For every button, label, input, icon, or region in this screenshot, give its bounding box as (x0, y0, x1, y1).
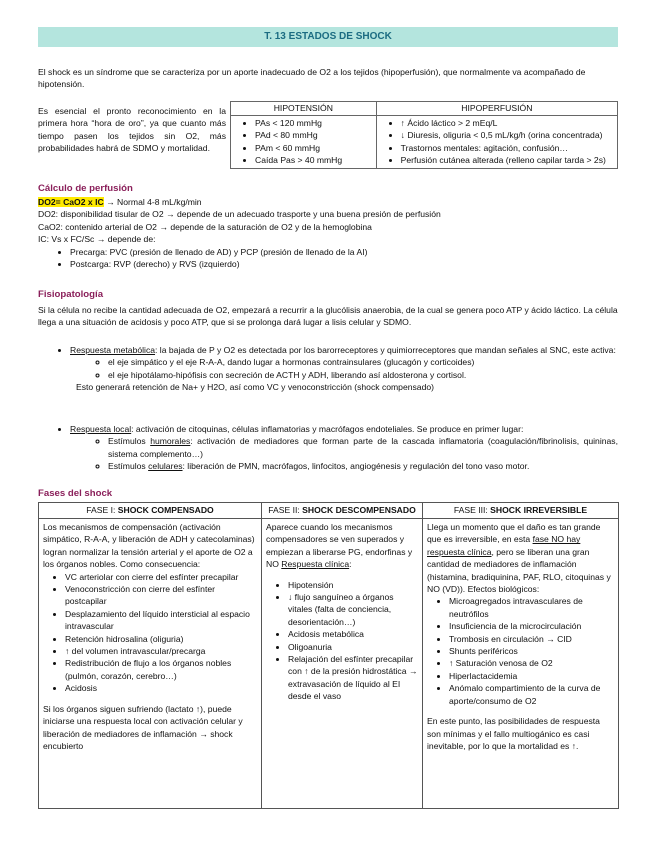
metabolic-response-text: : la bajada de P y O2 es detectada por los barorreceptores y quimiorreceptores que mandan señales al SNC, este activa: (155, 345, 616, 355)
perfusion-formula-highlight: DO2= CaO2 x IC (38, 197, 104, 207)
list-item: • Venoconstricción con cierre del esfínter postcapilar (65, 583, 257, 608)
list-item: • Shunts periféricos (449, 645, 614, 657)
metabolic-response-after: Esto generará retención de Na+ y H2O, así como VC y venoconstricción (shock compensado) (76, 382, 435, 393)
phase-3-name: SHOCK IRREVERSIBLE (490, 505, 588, 515)
perfusion-formula-rest: → Normal 4-8 mL/kg/min (103, 197, 202, 207)
local-response-item (70, 423, 618, 435)
phase-2-cell (262, 519, 423, 809)
list-item (108, 435, 618, 460)
phase-3-intro-end: , pero se liberan una gran cantidad de mediadores de inflamación (histamina, bradiquinina, PAF, RLO, citoquinas y NO (VD)). Efectos biológicos: (427, 546, 611, 595)
list-item: • Redistribución de flujo a los órganos nobles (pulmón, corazón, cerebro…) (65, 657, 257, 682)
list-item: • Trastornos mentales: agitación, confusión… (401, 142, 613, 154)
phase-3-prefix: FASE III: (453, 505, 491, 515)
phase-1-outro: Si los órganos siguen sufriendo (lactato ↑), puede iniciarse una respuesta local con activación celular y liberación de mediadores de inflamación → shock encubierto (43, 703, 243, 751)
hipoperfusion-header: HIPOPERFUSIÓN (376, 102, 617, 116)
local-response-label: Respuesta local (70, 424, 132, 434)
local-response-text: : activación de citoquinas, células inflamatorias y macrófagos endoteliales. Se produce en primer lugar: (131, 424, 524, 434)
list-item: • Acidosis (65, 682, 257, 694)
list-item: • Acidosis metabólica (288, 628, 418, 640)
list-item: • VC arteriolar con cierre del esfínter precapilar (65, 571, 257, 583)
local-response-block (38, 423, 618, 473)
list-item: • Anómalo compartimiento de la curva de aporte/consumo de O2 (449, 682, 614, 707)
hipotension-cell (231, 116, 377, 169)
phase-1-intro: Los mecanismos de compensación (activación simpático, R-A-A, y liberación de ADH y catecolaminas) logran normalizar la tensión arterial y el aporte de O2 a los órganos nobles. Como consecuencia: (43, 522, 255, 570)
phase-1-name: SHOCK COMPENSADO (117, 505, 214, 515)
early-recognition-paragraph: Es esencial el pronto reconocimiento en la primera hora “hora de oro”, ya que cuanto más tiempo pasen los tejidos sin O2, más probabilidades habrá de SDMO y mortalidad. (38, 106, 226, 154)
perfusion-formula-line (38, 196, 618, 208)
ic-line: IC: Vs x FC/Sc → depende de: (38, 234, 156, 245)
list-item: • PAd < 80 mmHg (255, 129, 372, 141)
phase-3-intro-underlined: fase NO hay respuesta clínica (427, 534, 581, 557)
list-item: • Desplazamiento del líquido intersticial al espacio intravascular (65, 608, 257, 633)
list-item: • ↑ Ácido láctico > 2 mEq/L (401, 117, 613, 129)
list-item: • Retención hidrosalina (oliguria) (65, 633, 257, 645)
list-item: • ↓ flujo sanguíneo a órganos vitales (falta de conciencia, desorientación…) (288, 591, 418, 628)
list-item: • Perfusión cutánea alterada (relleno capilar tarda > 2s) (401, 154, 613, 166)
list-item: • Precarga: PVC (presión de llenado de AD) y PCP (presión de llenado de la AI) (70, 246, 618, 258)
phase-3-outro: En este punto, las posibilidades de respuesta son mínimas y el fallo multiogánico es casi inevitable, por lo que la mortalidad es ↑. (427, 716, 600, 751)
phase-3-intro (427, 521, 614, 595)
phase-3-header (423, 503, 619, 519)
list-item: ◦ el eje hipotálamo-hipófisis con secreción de ACTH y ADH, liberando así aldosterona y cortisol. (108, 369, 618, 381)
metabolic-response-label: Respuesta metabólica (70, 345, 156, 355)
metabolic-response-block (38, 344, 618, 394)
phase-3-cell (423, 519, 619, 809)
list-item: • Postcarga: RVP (derecho) y RVS (izquierdo) (70, 258, 618, 270)
list-item: • ↓ Diuresis, oliguria < 0,5 mL/kg/h (orina concentrada) (401, 129, 613, 141)
shock-phases-table (38, 502, 619, 809)
celular-label: celulares (148, 461, 183, 472)
phase-2-intro-end: : (349, 559, 352, 570)
list-item: • Trombosis en circulación → CID (449, 633, 614, 645)
intro-paragraph: El shock es un síndrome que se caracteriza por un aporte inadecuado de O2 a los tejidos (hipoperfusión), que normalmente va acompañado de hipotensión. (38, 67, 586, 90)
phase-1-prefix: FASE I: (86, 505, 118, 515)
metabolic-response-item (70, 344, 618, 356)
list-item: • Caída Pas > 40 mmHg (255, 154, 372, 166)
list-item: • ↑ Saturación venosa de O2 (449, 657, 614, 669)
hipoperfusion-cell (376, 116, 617, 169)
perfusion-block (38, 196, 618, 270)
phases-section-title: Fases del shock (38, 488, 113, 499)
list-item: • ↑ del volumen intravascular/precarga (65, 645, 257, 657)
list-item: • PAs < 120 mmHg (255, 117, 372, 129)
phase-2-header (262, 503, 423, 519)
hipotension-header: HIPOTENSIÓN (231, 102, 377, 116)
fisiopatologia-paragraph: Si la célula no recibe la cantidad adecuada de O2, empezará a recurrir a la glucólisis anaerobia, de la cual se genera poco ATP y ácido láctico. La célula llega a una situación de acidosis y poco ATP, que si se prolonga dará lugar a lisis celular y SDMO. (38, 305, 618, 328)
perfusion-section-title: Cálculo de perfusión (38, 183, 133, 194)
list-item (108, 460, 618, 472)
list-item: • Microagregados intravasculares de neutrófilos (449, 595, 614, 620)
phase-2-prefix: FASE II: (268, 505, 303, 515)
celular-text: : liberación de PMN, macrófagos, linfocitos, angiogénesis y regulación del tono vaso motor. (182, 461, 530, 472)
phase-2-intro-text: Aparece cuando los mecanismos compensadores se ven superados y empiezan a liberarse PG, endorfinas y NO (266, 522, 413, 570)
list-item: • Oligoanuria (288, 641, 418, 653)
humoral-label: humorales (150, 436, 191, 447)
phase-3-intro-text: Llega un momento que el daño es tan grande que es irreversible, en esta (427, 522, 601, 545)
list-item: • PAm < 60 mmHg (255, 142, 372, 154)
fisiopatologia-section-title: Fisiopatología (38, 289, 104, 300)
list-item: • Relajación del esfínter precapilar con ↑ de la presión hidrostática → extravasación de líquido al EI desde el vaso (288, 653, 418, 703)
list-item: • Hiperlactacidemia (449, 670, 614, 682)
list-item: ◦ el eje simpático y el eje R-A-A, dando lugar a hormonas contrainsulares (glucagón y corticoides) (108, 356, 618, 368)
list-item: • Insuficiencia de la microcirculación (449, 620, 614, 632)
hypotension-hypoperfusion-table (230, 101, 618, 169)
phase-1-cell (39, 519, 262, 809)
phase-2-intro-underlined: Respuesta clínica (281, 559, 350, 570)
do2-line: DO2: disponibilidad tisular de O2 → depende de un adecuado trasporte y una buena presión de perfusión (38, 209, 441, 220)
phase-2-intro (266, 521, 418, 571)
list-item: • Hipotensión (288, 579, 418, 591)
phase-2-name: SHOCK DESCOMPENSADO (302, 505, 416, 515)
humoral-text: : activación de mediadores que forman parte de la cascada inflamatoria (coagulación/fibrinolisis, quininas, sistema complemento…) (108, 436, 618, 459)
phase-1-header (39, 503, 262, 519)
cao2-line: CaO2: contenido arterial de O2 → depende de la saturación de O2 y de la hemoglobina (38, 221, 372, 232)
document-title: T. 13 ESTADOS DE SHOCK (38, 27, 618, 47)
humoral-prefix: Estímulos (108, 436, 151, 447)
celular-prefix: Estímulos (108, 461, 149, 472)
